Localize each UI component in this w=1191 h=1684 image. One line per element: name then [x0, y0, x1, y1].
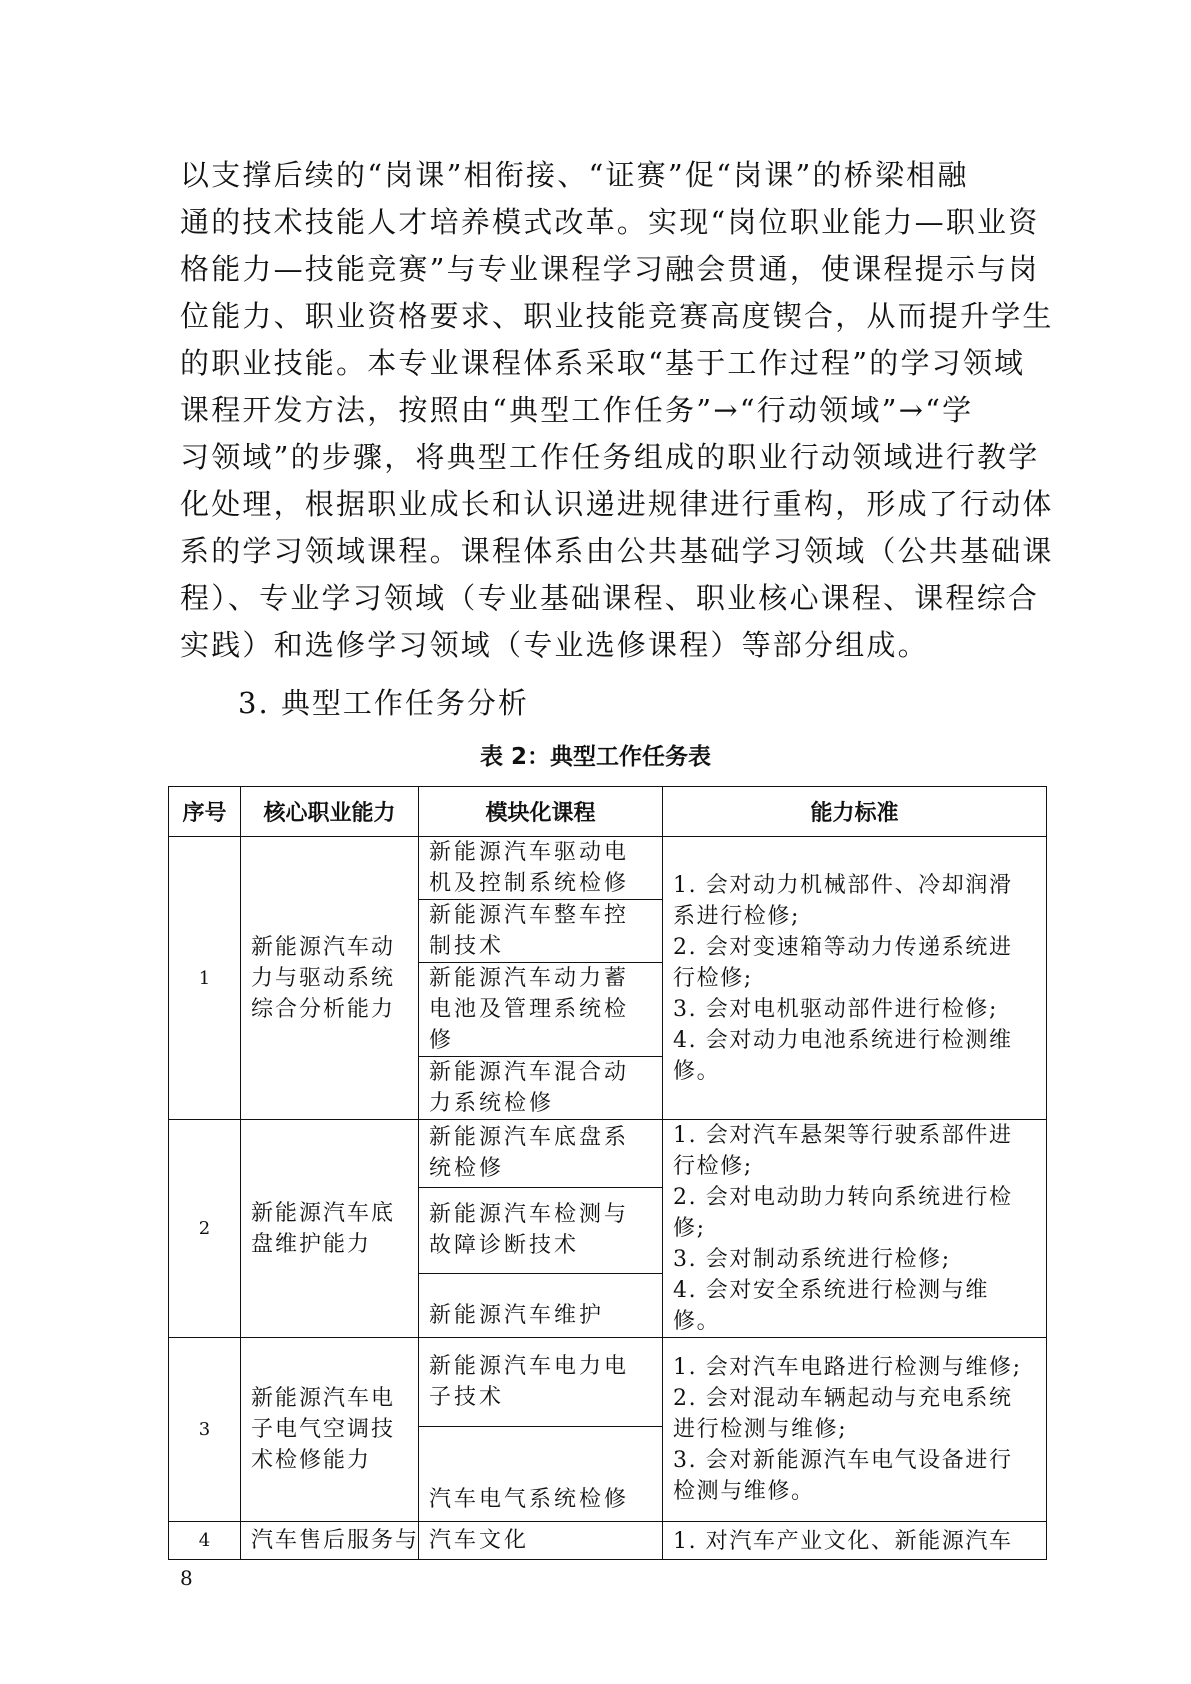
ability-standard-cell: [663, 1338, 1047, 1522]
module-course-cell: 新能源汽车动力蓄电池及管理系统检修: [419, 963, 663, 1057]
table-row: [169, 1338, 1047, 1427]
header-core-ability: 核心职业能力: [241, 787, 419, 837]
module-course-cell: 新能源汽车驱动电机及控制系统检修: [419, 837, 663, 900]
table-row: [169, 837, 1047, 900]
ability-standard-cell: [663, 1522, 1047, 1560]
ability-standard-cell: [663, 1120, 1047, 1338]
paragraph-line: 通的技术技能人才培养模式改革。实现“岗位职业能力—职业资: [180, 205, 1040, 239]
ability-standard-cell: [663, 837, 1047, 1120]
table-header-row: [169, 787, 1047, 837]
module-course-cell: 新能源汽车维护: [419, 1273, 663, 1337]
paragraph-line: 习领域”的步骤，将典型工作任务组成的职业行动领域进行教学: [180, 440, 1040, 474]
row-number: 3: [169, 1338, 241, 1522]
module-course-cell: 汽车文化: [419, 1522, 663, 1560]
core-ability-cell: 汽车售后服务与: [241, 1522, 419, 1560]
row-number: 1: [169, 837, 241, 1120]
module-course-cell: 新能源汽车电力电子技术: [419, 1338, 663, 1427]
paragraph-line: 程）、专业学习领域（专业基础课程、职业核心课程、课程综合: [180, 581, 1040, 615]
module-course-cell: 新能源汽车混合动力系统检修: [419, 1057, 663, 1120]
module-course-cell: 新能源汽车整车控制技术: [419, 900, 663, 963]
standard-item: 1. 会对动力机械部件、冷却润滑系进行检修;: [673, 872, 1013, 929]
standard-item: 3. 会对制动系统进行检修;: [673, 1247, 951, 1272]
paragraph-line: 系的学习领域课程。课程体系由公共基础学习领域（公共基础课: [180, 534, 1054, 568]
table-row: [169, 1120, 1047, 1188]
body-paragraph: [180, 152, 1054, 669]
module-course-cell: 汽车电气系统检修: [419, 1427, 663, 1522]
task-table: [168, 786, 1047, 1560]
section-heading: 3. 典型工作任务分析: [238, 686, 529, 720]
row-number: 2: [169, 1120, 241, 1338]
standard-item: 4. 会对安全系统进行检测与维修。: [673, 1278, 989, 1334]
standard-item: 1. 会对汽车电路进行检测与维修;: [673, 1355, 1022, 1380]
core-ability-cell: 新能源汽车底盘维护能力: [241, 1120, 419, 1338]
header-ability-standard: 能力标准: [663, 787, 1047, 837]
core-ability-cell: 新能源汽车动力与驱动系统综合分析能力: [241, 837, 419, 1120]
module-course-cell: 新能源汽车底盘系统检修: [419, 1120, 663, 1188]
standard-item: 3. 会对新能源汽车电气设备进行检测与维修。: [673, 1448, 1013, 1504]
paragraph-line: 课程开发方法，按照由“典型工作任务”→“行动领域”→“学: [180, 393, 974, 427]
header-module-course: 模块化课程: [419, 787, 663, 837]
module-course-cell: 新能源汽车检测与故障诊断技术: [419, 1187, 663, 1273]
table-caption: 表 2：典型工作任务表: [479, 744, 711, 770]
standard-item: 2. 会对变速箱等动力传递系统进行检修;: [673, 934, 1013, 991]
standard-item: 1. 对汽车产业文化、新能源汽车: [673, 1529, 1013, 1554]
paragraph-line: 位能力、职业资格要求、职业技能竞赛高度锲合，从而提升学生: [180, 299, 1054, 333]
core-ability-cell: 新能源汽车电子电气空调技术检修能力: [241, 1338, 419, 1522]
standard-item: 4. 会对动力电池系统进行检测维修。: [673, 1027, 1013, 1084]
row-number: 4: [169, 1522, 241, 1560]
paragraph-line: 实践）和选修学习领域（专业选修课程）等部分组成。: [180, 628, 929, 662]
table-row: [169, 1522, 1047, 1560]
standard-item: 2. 会对混动车辆起动与充电系统进行检测与维修;: [673, 1386, 1013, 1442]
standard-item: 2. 会对电动助力转向系统进行检修;: [673, 1185, 1013, 1241]
standard-item: 3. 会对电机驱动部件进行检修;: [673, 996, 998, 1022]
paragraph-line: 化处理，根据职业成长和认识递进规律进行重构，形成了行动体: [180, 487, 1054, 521]
header-number: 序号: [169, 787, 241, 837]
standard-item: 1. 会对汽车悬架等行驶系部件进行检修;: [673, 1123, 1013, 1179]
paragraph-line: 的职业技能。本专业课程体系采取“基于工作过程”的学习领域: [180, 346, 1026, 380]
paragraph-line: 格能力—技能竞赛”与专业课程学习融会贯通，使课程提示与岗: [180, 252, 1040, 286]
page-number: 8: [180, 1566, 193, 1590]
paragraph-line: 以支撑后续的“岗课”相衔接、“证赛”促“岗课”的桥梁相融: [180, 158, 969, 192]
